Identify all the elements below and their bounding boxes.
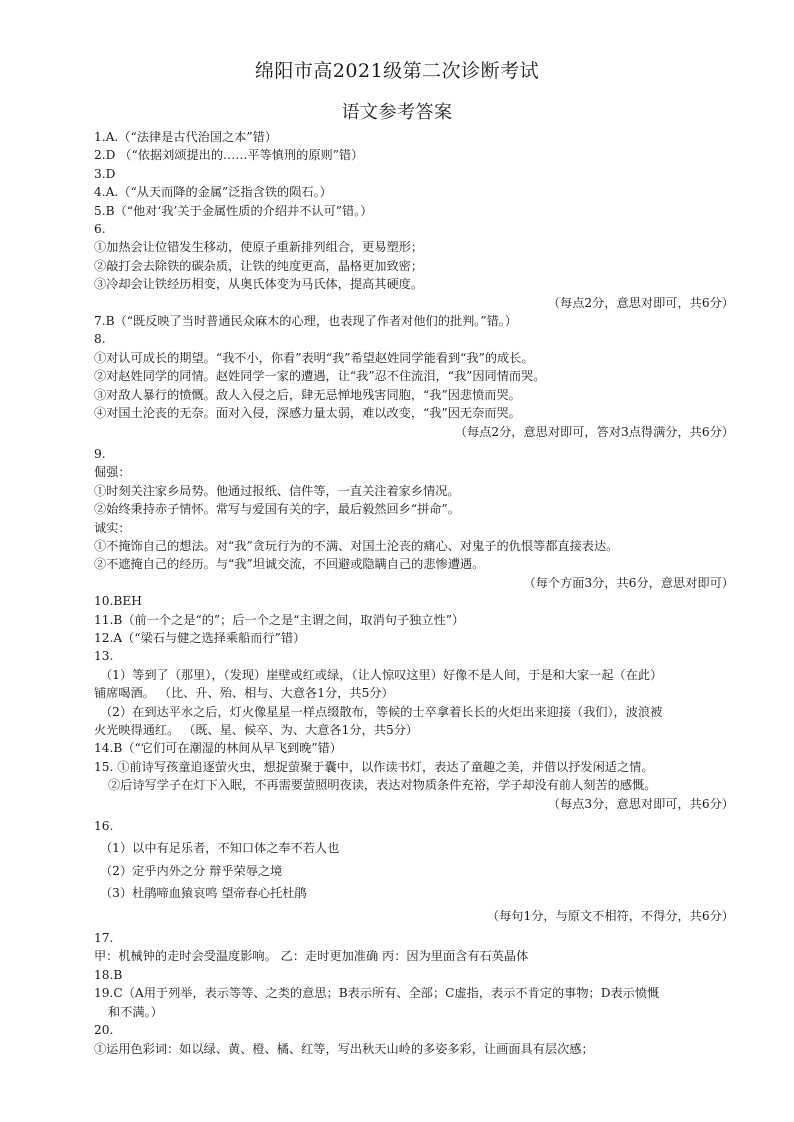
answer-line: 4.A.（“从天而降的金属”泛指含铁的陨石。）	[94, 185, 332, 200]
answer-line: （每个方面3分，共6分，意思对即可）	[523, 575, 734, 590]
answer-line: 11.B（前一个之是“的”；后一个之是“主谓之间，取消句子独立性”）	[94, 612, 465, 627]
answer-line: 16.	[94, 819, 114, 834]
answer-line: 13.	[94, 649, 114, 664]
answer-line: 9.	[94, 446, 106, 461]
answer-line: 甲：机械钟的走时会受温度影响。 乙：走时更加准确 丙：因为里面含有石英晶体	[94, 949, 529, 964]
answer-line: 2.D （“依据刘颂提出的……平等慎刑的原则”错）	[94, 148, 364, 163]
answer-line: ②对赵姓同学的同情。赵姓同学一家的遭遇，让“我”忍不住流泪，“我”因同情而哭。	[94, 369, 546, 384]
answer-line: ③对敌人暴行的愤慨。敌人入侵之后，肆无忌惮地残害同胞，“我”因悲愤而哭。	[94, 387, 521, 402]
answer-line: （2）在到达平水之后，灯火像星星一样点缀散布，等候的士卒拿着长长的火炬出来迎接（我们），波浪被	[100, 704, 663, 719]
answer-line: 1.A.（“法律是古代治国之本”错）	[94, 130, 278, 144]
answer-line: 18.B	[94, 967, 123, 982]
answer-line: （3）杜鹃啼血猿哀鸣 望帝春心托杜鹃	[100, 886, 307, 901]
page-subtitle: 语文参考答案	[341, 102, 453, 123]
answer-line: 5.B（“他对‘我’关于金属性质的介绍并不认可”错。）	[94, 203, 373, 218]
answer-line: ①时刻关注家乡局势。他通过报纸、信件等，一直关注着家乡情况。	[94, 483, 460, 498]
answer-line: （1）等到了（那里），（发现）崖壁或红或绿，（让人惊叹这里）好像不是人间，于是和大家一起（在此）	[100, 667, 663, 682]
answer-line: ①对认可成长的期望。“我不小，你看”表明“我”希望赵姓同学能看到“我”的成长。	[94, 350, 534, 365]
answer-line: 14.B（“它们可在潮湿的林间从早飞到晚”错）	[94, 741, 342, 756]
answer-line: （每点2分，意思对即可，共6分）	[547, 295, 734, 310]
answer-line: ②不遮掩自己的经历。与“我”坦诚交流，不回避或隐瞒自己的悲惨遭遇。	[94, 557, 485, 572]
answer-line: （1）以中有足乐者，不知口体之奉不若人也	[100, 841, 340, 856]
answer-line: ①运用色彩词：如以绿、黄、橙、橘、红等，写出秋天山岭的多姿多彩，让画面具有层次感；	[94, 1041, 594, 1056]
answer-line: 倔强：	[94, 465, 131, 480]
answer-line: 6.	[94, 222, 106, 237]
answer-line: ②始终秉持赤子情怀。常写与爱国有关的字，最后毅然回乡“拼命”。	[94, 502, 460, 517]
answer-line: ③冷却会让铁经历相变，从奥氏体变为马氏体，提高其硬度。	[94, 277, 424, 292]
answer-line: 17.	[94, 931, 114, 946]
answer-line: （每点3分，意思对即可，共6分）	[547, 796, 734, 811]
answer-line: 10.BEH	[94, 594, 142, 609]
answer-line: ①加热会让位错发生移动，使原子重新排列组合，更易塑形；	[94, 240, 424, 255]
page-title: 绵阳市高2021级第二次诊断考试	[254, 60, 540, 82]
answer-line: 8.	[94, 332, 106, 347]
answer-line: 20.	[94, 1023, 114, 1038]
answer-line: 铺席喝酒。 （比、升、殆、相与、大意各1分，共5分）	[94, 686, 394, 701]
answer-line: 诚实：	[94, 520, 131, 535]
answer-line: （每点2分，意思对即可，答对3点得满分，共6分）	[454, 424, 734, 439]
answer-line: 19.C（A用于列举，表示等等、之类的意思；B表示所有、全部；C虚指，表示不肯定的事物；D表示愤慨	[94, 986, 660, 1001]
answer-line: ④对国土沦丧的无奈。面对入侵，深感力量太弱，难以改变，“我”因无奈而哭。	[94, 406, 521, 421]
answer-line: ②后诗写学子在灯下入眠，不再需要萤照明夜读，表达对物质条件充裕，学子却没有前人刻苦的感慨。	[108, 778, 657, 793]
answer-line: ①不掩饰自己的想法。对“我”贪玩行为的不满、对国土沦丧的痛心、对鬼子的仇恨等都直接表达。	[94, 538, 619, 553]
answer-line: 15. ①前诗写孩童追逐萤火虫，想捉萤聚于囊中，以作读书灯，表达了童趣之美，并借以抒发闲适之情。	[94, 759, 654, 774]
answer-line: 12.A（“梁石与健之选择乘船而行”错）	[94, 630, 306, 645]
answer-line: 7.B（“既反映了当时普通民众麻木的心理，也表现了作者对他们的批判。”错。）	[94, 314, 518, 329]
answer-line: 火光映得通红。 （既、星、候卒、为、大意各1分，共5分）	[94, 723, 419, 737]
answer-line: （2）定乎内外之分 辩乎荣辱之境	[100, 863, 283, 878]
answer-line: 和不满。）	[108, 1004, 163, 1019]
answer-list	[94, 128, 734, 1058]
answer-line: ②敲打会去除铁的碳杂质，让铁的纯度更高，晶格更加致密；	[94, 258, 424, 273]
answer-line: 3.D	[94, 166, 116, 181]
answer-line: （每句1分，与原文不相符，不得分，共6分）	[486, 908, 734, 923]
